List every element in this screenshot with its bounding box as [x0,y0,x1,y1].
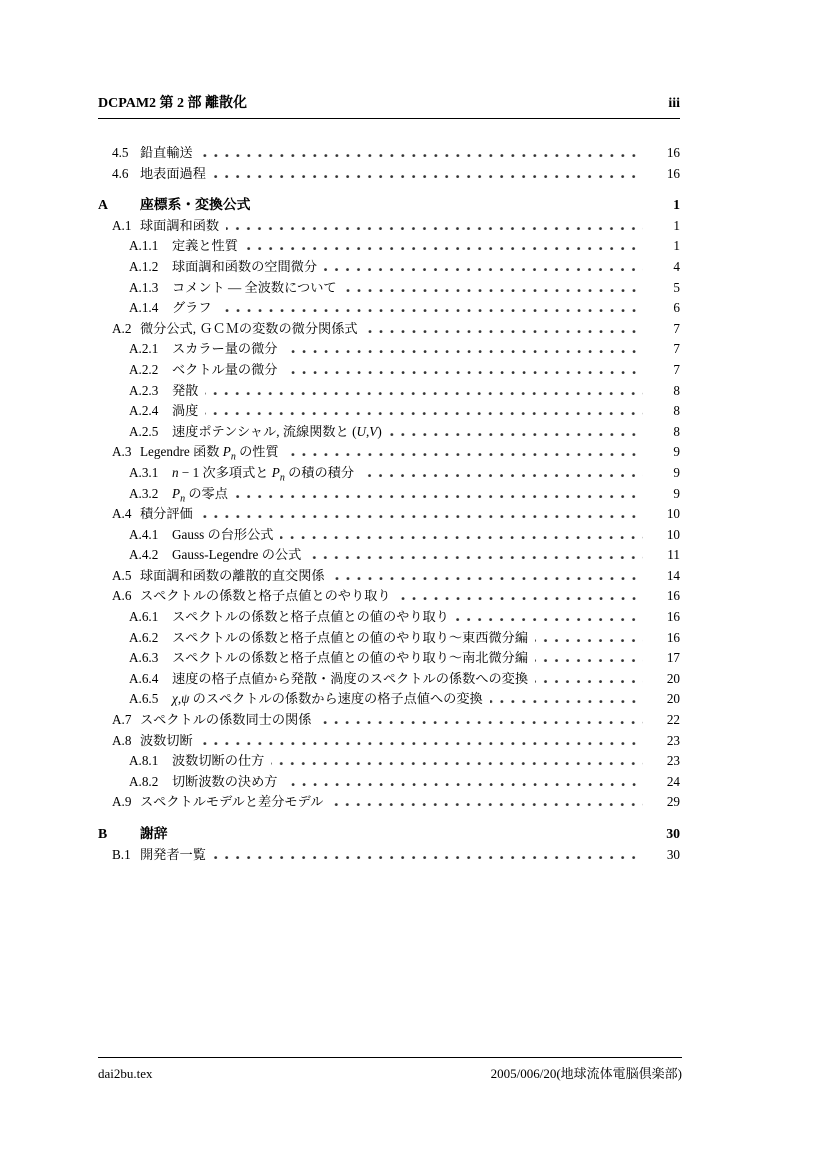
toc-entry-number: A.1.3 [129,279,159,295]
toc-leader-dots [286,453,643,456]
toc-entry-page: 16 [666,609,680,625]
toc-entry-number: A.1.1 [129,238,159,254]
toc-entry-page: 16 [666,165,680,181]
toc-entry [98,298,680,319]
toc-entry-title: 切断波数の決め方 [172,773,278,789]
toc-leader-dots [318,721,643,724]
toc-entry [98,195,680,216]
toc-entry-page: 1 [673,217,680,233]
toc-entry-number: A.6 [112,588,132,604]
toc-leader-dots [285,783,644,786]
toc-entry-number: A.2.4 [129,403,159,419]
toc-leader-dots [175,835,643,838]
toc-entry [98,216,680,237]
toc-leader-dots [389,433,643,436]
toc-leader-dots [205,412,643,415]
toc-entry-title: スペクトルの係数と格子点値とのやり取り [140,588,391,604]
toc-entry [98,628,680,649]
toc-leader-dots [285,371,644,374]
toc-entry-page: 11 [667,547,680,563]
toc-entry [98,525,680,546]
toc-entry-title: $P_n$ の零点 [172,485,228,505]
toc-leader-dots [324,268,643,271]
toc-entry-page: 16 [666,588,680,604]
toc-entry-title: 波数切断 [140,732,193,748]
toc-entry [98,164,680,185]
toc-entry-title: 開発者一覧 [140,846,206,862]
toc-leader-dots [332,577,643,580]
toc-leader-dots [344,289,643,292]
toc-entry-number: A.2 [112,320,132,336]
toc-entry-title: n − 1 次多項式と $P_n$ の積の積分 [172,464,355,484]
toc-entry-title: χ,ψ のスペクトルの係数から速度の格子点値への変換 [172,691,483,707]
toc-entry-number: A.2.3 [129,382,159,398]
toc-entry-page: 8 [673,423,680,439]
toc-entry-page: 29 [666,794,680,810]
toc-entry-page: 24 [666,773,680,789]
toc-entry-number: A.1 [112,217,132,233]
toc-leader-dots [398,597,643,600]
toc-leader-dots [226,227,643,230]
toc-leader-dots [535,639,643,642]
toc-entry [98,381,680,402]
toc-entry-title: 座標系・変換公式 [140,197,251,213]
toc-entry-title: 球面調和函数の空間微分 [172,258,318,274]
toc-entry-page: 23 [666,732,680,748]
toc-entry-page: 7 [673,361,680,377]
footer-date-publisher: 2005/006/20(地球流体電脳倶楽部) [490,1066,682,1081]
toc-leader-dots [365,330,643,333]
toc-entry [98,648,680,669]
toc-entry [98,422,680,443]
toc-entry-number: A.6.1 [129,609,159,625]
toc-entry-number: A.6.2 [129,629,159,645]
toc-entry-page: 4 [673,258,680,274]
toc-entry-title: 発散 [172,382,199,398]
toc-entry [98,504,680,525]
table-of-contents [98,143,680,865]
toc-entry-title: 積分評価 [140,506,193,522]
toc-entry-number: A.4.2 [129,547,159,563]
toc-entry-number: A.1.4 [129,300,159,316]
toc-entry-title: 球面調和函数の離散的直交関係 [140,567,325,583]
toc-entry-number: B.1 [112,846,131,862]
toc-entry-number: A.8.1 [129,753,159,769]
toc-entry-number: A.8.2 [129,773,159,789]
toc-entry-page: 9 [673,464,680,480]
toc-entry-page: 5 [673,279,680,295]
toc-entry-page: 6 [673,300,680,316]
toc-entry [98,731,680,752]
toc-entry-title: 地表面過程 [140,165,206,181]
toc-entry-number: 4.5 [112,145,129,160]
toc-entry [98,792,680,813]
toc-entry [98,586,680,607]
toc-entry-page: 22 [666,712,680,728]
toc-entry [98,401,680,422]
toc-entry-title: 微分公式, ＧＣＭの変数の微分関係式 [140,320,358,336]
toc-entry-title: ベクトル量の微分 [172,361,278,377]
toc-leader-dots [219,309,643,312]
toc-entry-page: 8 [673,403,680,419]
toc-entry-title: スペクトルの係数と格子点値との値のやり取り〜南北微分編 [172,650,529,666]
header-document-title: DCPAM2 第 2 部 離散化 [98,96,248,111]
toc-leader-dots [200,154,643,157]
toc-leader-dots [245,247,643,250]
toc-leader-dots [308,556,643,559]
toc-entry-page: 9 [673,444,680,460]
toc-entry-title: 定義と性質 [172,238,238,254]
toc-entry-title: Gauss-Legendre の公式 [172,547,302,563]
toc-entry-title: スペクトルモデルと差分モデル [140,794,324,810]
toc-entry-page: 1 [673,197,680,213]
toc-entry-page: 30 [666,846,680,862]
toc-entry-title: Legendre 函数 $P_n$ の性質 [140,444,279,463]
toc-entry-number: B [98,826,108,841]
toc-entry [98,607,680,628]
toc-entry [98,442,680,463]
toc-entry-title: Gauss の台形公式 [172,526,274,542]
toc-entry-page: 1 [673,238,680,254]
toc-entry-number: A.4 [112,506,132,522]
toc-entry-number: A.2.1 [129,341,159,357]
toc-entry [98,710,680,731]
toc-leader-dots [213,856,643,859]
toc-entry-number: A.1.2 [129,258,159,274]
toc-entry-number: A.6.3 [129,650,159,666]
toc-entry [98,484,680,505]
toc-entry-title: 速度ポテンシャル, 流線関数と (U,V) [172,423,382,439]
toc-leader-dots [257,206,643,209]
toc-entry-number: A.5 [112,567,132,583]
toc-leader-dots [330,803,643,806]
toc-entry [98,278,680,299]
toc-entry-title: 鉛直輸送 [140,145,193,160]
toc-entry-page: 14 [666,567,680,583]
toc-leader-dots [361,474,643,477]
toc-entry [98,772,680,793]
toc-entry-number: A.6.5 [129,691,159,707]
toc-entry-page: 20 [666,691,680,707]
toc-entry-page: 17 [666,650,680,666]
toc-leader-dots [200,742,643,745]
page-header [98,92,680,119]
toc-leader-dots [200,515,643,518]
toc-leader-dots [235,495,643,498]
toc-leader-dots [271,762,643,765]
toc-leader-dots [456,618,643,621]
toc-entry [98,751,680,772]
toc-entry-number: A.3 [112,444,132,460]
toc-entry-page: 10 [666,526,680,542]
toc-entry [98,339,680,360]
toc-entry-page: 16 [666,629,680,645]
toc-entry-page: 20 [666,670,680,686]
toc-entry-number: 4.6 [112,165,129,181]
toc-leader-dots [280,536,643,539]
toc-entry-page: 23 [666,753,680,769]
toc-entry [98,845,680,866]
toc-entry [98,236,680,257]
toc-entry-page: 9 [673,485,680,501]
toc-entry [98,463,680,484]
toc-leader-dots [285,350,644,353]
footer-filename: dai2bu.tex [98,1066,153,1081]
toc-entry [98,689,680,710]
toc-entry-page: 10 [666,506,680,522]
toc-entry-title: スペクトルの係数と格子点値との値のやり取り [172,609,449,625]
toc-entry-title: 球面調和函数 [140,217,220,233]
toc-leader-dots [205,392,643,395]
toc-entry-number: A.6.4 [129,670,159,686]
toc-entry [98,566,680,587]
toc-entry [98,360,680,381]
toc-leader-dots [213,175,643,178]
toc-entry-title: コメント — 全波数について [172,279,337,295]
toc-entry-page: 30 [666,826,680,841]
toc-entry-title: スカラー量の微分 [172,341,278,357]
toc-entry-title: グラフ [172,300,212,316]
header-page-number: iii [668,96,680,111]
toc-entry [98,143,680,164]
toc-entry-number: A.3.2 [129,485,159,501]
toc-entry-title: スペクトルの係数と格子点値との値のやり取り〜東西微分編 [172,629,529,645]
toc-entry-page: 7 [673,341,680,357]
toc-entry-title: 速度の格子点値から発散・渦度のスペクトルの係数への変換 [172,670,529,686]
toc-entry-title: 渦度 [172,403,199,419]
toc-entry-number: A.4.1 [129,526,159,542]
toc-entry-page: 7 [673,320,680,336]
toc-entry-page: 16 [666,145,680,160]
toc-entry-number: A.8 [112,732,132,748]
toc-leader-dots [535,680,643,683]
page-footer [98,1057,682,1082]
toc-entry-page: 8 [673,382,680,398]
toc-entry [98,319,680,340]
toc-leader-dots [535,659,643,662]
toc-entry [98,545,680,566]
toc-entry-number: A.2.2 [129,361,159,377]
toc-entry [98,824,680,845]
toc-entry-number: A.9 [112,794,132,810]
toc-leader-dots [490,700,643,703]
toc-entry-title: 謝辞 [140,826,168,841]
toc-entry [98,257,680,278]
toc-entry-title: スペクトルの係数同士の関係 [140,712,312,728]
toc-entry-number: A.3.1 [129,464,159,480]
toc-entry-number: A [98,197,108,213]
toc-entry-number: A.2.5 [129,423,159,439]
toc-entry [98,669,680,690]
toc-entry-number: A.7 [112,712,132,728]
toc-entry-title: 波数切断の仕方 [172,753,265,769]
